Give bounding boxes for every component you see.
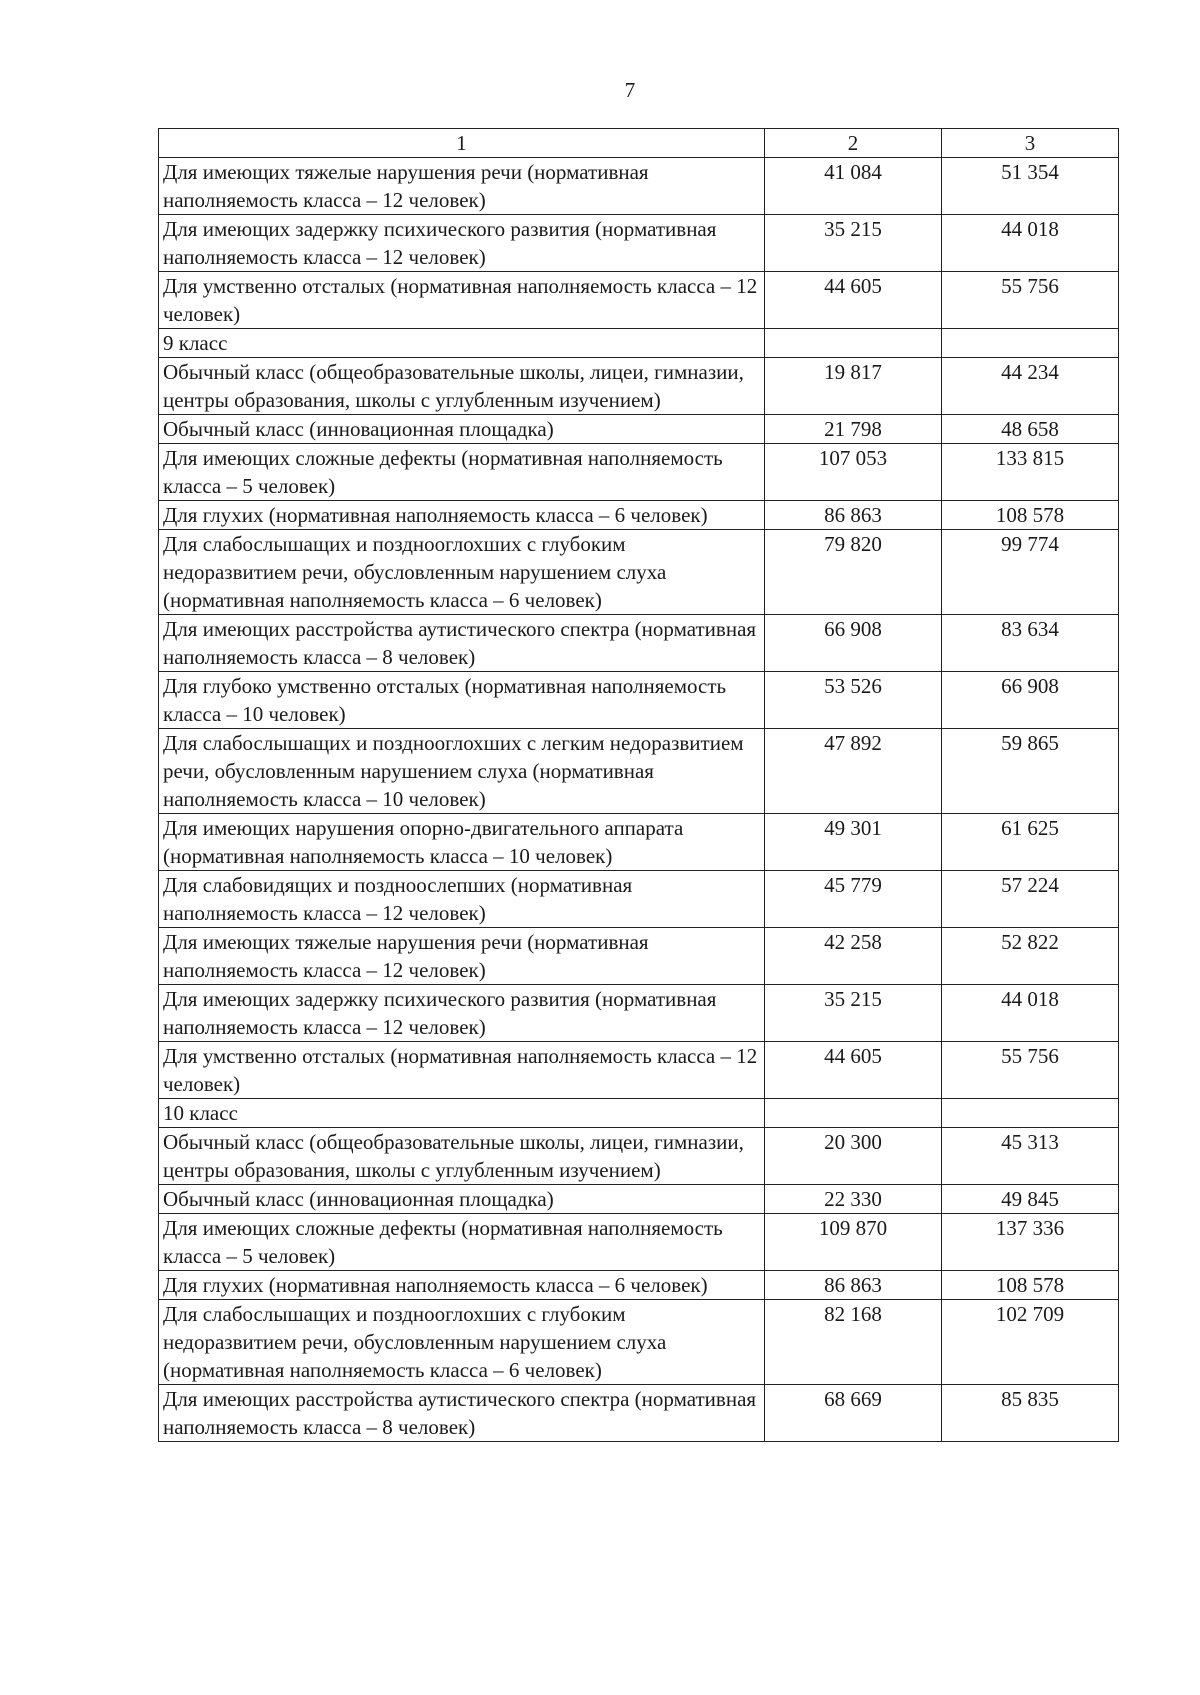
row-value-col2: 107 053: [765, 444, 942, 501]
table-header-row: [159, 129, 1119, 158]
row-value-col3: [942, 329, 1119, 358]
row-value-col3: 44 234: [942, 358, 1119, 415]
row-value-col2: 53 526: [765, 672, 942, 729]
row-description: Для имеющих расстройства аутистического спектра (нормативная наполняемость класса – 8 человек): [159, 1385, 765, 1442]
row-description: Для слабослышащих и позднооглохших с глубоким недоразвитием речи, обусловленным нарушением слуха (нормативная наполняемость класса – 6 человек): [159, 1300, 765, 1385]
table-row: [159, 415, 1119, 444]
cost-table: [158, 128, 1119, 1442]
table-row: [159, 871, 1119, 928]
row-value-col3: 137 336: [942, 1214, 1119, 1271]
row-value-col3: 44 018: [942, 985, 1119, 1042]
row-value-col2: 82 168: [765, 1300, 942, 1385]
row-value-col3: 59 865: [942, 729, 1119, 814]
page-number: 7: [624, 78, 636, 102]
table-row: [159, 1099, 1119, 1128]
row-description: Для умственно отсталых (нормативная наполняемость класса – 12 человек): [159, 272, 765, 329]
row-value-col3: 83 634: [942, 615, 1119, 672]
table-row: [159, 272, 1119, 329]
row-value-col2: [765, 329, 942, 358]
row-value-col3: 49 845: [942, 1185, 1119, 1214]
row-description: Обычный класс (инновационная площадка): [159, 415, 765, 444]
row-value-col2: 49 301: [765, 814, 942, 871]
row-value-col3: 85 835: [942, 1385, 1119, 1442]
row-value-col2: 35 215: [765, 215, 942, 272]
row-value-col2: 19 817: [765, 358, 942, 415]
row-value-col2: 109 870: [765, 1214, 942, 1271]
row-value-col2: 66 908: [765, 615, 942, 672]
row-value-col2: 44 605: [765, 272, 942, 329]
row-value-col2: 44 605: [765, 1042, 942, 1099]
row-value-col2: 42 258: [765, 928, 942, 985]
row-value-col3: 99 774: [942, 530, 1119, 615]
column-header-2: 2: [765, 129, 942, 158]
table-row: [159, 1214, 1119, 1271]
table-row: [159, 729, 1119, 814]
table-row: [159, 1042, 1119, 1099]
table-row: [159, 1300, 1119, 1385]
row-description: Для имеющих задержку психического развития (нормативная наполняемость класса – 12 человек): [159, 985, 765, 1042]
table-row: [159, 615, 1119, 672]
row-value-col2: 21 798: [765, 415, 942, 444]
table-row: [159, 158, 1119, 215]
table-row: [159, 1185, 1119, 1214]
row-value-col3: 108 578: [942, 1271, 1119, 1300]
row-description: Для имеющих сложные дефекты (нормативная наполняемость класса – 5 человек): [159, 1214, 765, 1271]
row-description: Для слабослышащих и позднооглохших с легким недоразвитием речи, обусловленным нарушением слуха (нормативная наполняемость класса – 10 человек): [159, 729, 765, 814]
table-row: [159, 530, 1119, 615]
row-description: Для имеющих сложные дефекты (нормативная наполняемость класса – 5 человек): [159, 444, 765, 501]
row-description: Для имеющих расстройства аутистического спектра (нормативная наполняемость класса – 8 человек): [159, 615, 765, 672]
row-value-col3: 45 313: [942, 1128, 1119, 1185]
row-description: Для глухих (нормативная наполняемость класса – 6 человек): [159, 1271, 765, 1300]
row-value-col3: 66 908: [942, 672, 1119, 729]
table-row: [159, 215, 1119, 272]
row-value-col3: 133 815: [942, 444, 1119, 501]
row-value-col3: 108 578: [942, 501, 1119, 530]
row-value-col3: 57 224: [942, 871, 1119, 928]
row-value-col2: 79 820: [765, 530, 942, 615]
table-row: [159, 444, 1119, 501]
row-value-col2: 41 084: [765, 158, 942, 215]
row-description: Обычный класс (общеобразовательные школы, лицеи, гимназии, центры образования, школы с углубленным изучением): [159, 358, 765, 415]
column-header-3: 3: [942, 129, 1119, 158]
row-value-col3: 52 822: [942, 928, 1119, 985]
table-row: [159, 358, 1119, 415]
table-row: [159, 501, 1119, 530]
row-value-col2: 35 215: [765, 985, 942, 1042]
table-row: [159, 985, 1119, 1042]
row-value-col3: 51 354: [942, 158, 1119, 215]
row-value-col2: 68 669: [765, 1385, 942, 1442]
row-description: Для слабовидящих и поздноослепших (нормативная наполняемость класса – 12 человек): [159, 871, 765, 928]
row-description: Для глубоко умственно отсталых (нормативная наполняемость класса – 10 человек): [159, 672, 765, 729]
row-description: 9 класс: [159, 329, 765, 358]
table-row: [159, 329, 1119, 358]
row-description: Обычный класс (инновационная площадка): [159, 1185, 765, 1214]
row-description: Для слабослышащих и позднооглохших с глубоким недоразвитием речи, обусловленным нарушением слуха (нормативная наполняемость класса – 6 человек): [159, 530, 765, 615]
table-row: [159, 928, 1119, 985]
row-description: 10 класс: [159, 1099, 765, 1128]
row-value-col2: 86 863: [765, 501, 942, 530]
row-description: Обычный класс (общеобразовательные школы, лицеи, гимназии, центры образования, школы с углубленным изучением): [159, 1128, 765, 1185]
row-value-col3: [942, 1099, 1119, 1128]
row-value-col2: 22 330: [765, 1185, 942, 1214]
table-body: [159, 158, 1119, 1442]
row-value-col2: 86 863: [765, 1271, 942, 1300]
column-header-1: 1: [159, 129, 765, 158]
row-value-col3: 44 018: [942, 215, 1119, 272]
row-value-col3: 102 709: [942, 1300, 1119, 1385]
row-description: Для имеющих тяжелые нарушения речи (нормативная наполняемость класса – 12 человек): [159, 158, 765, 215]
row-value-col3: 55 756: [942, 1042, 1119, 1099]
table-row: [159, 1128, 1119, 1185]
table-row: [159, 672, 1119, 729]
row-value-col2: 45 779: [765, 871, 942, 928]
row-value-col3: 48 658: [942, 415, 1119, 444]
row-value-col2: 20 300: [765, 1128, 942, 1185]
row-value-col2: 47 892: [765, 729, 942, 814]
row-description: Для имеющих задержку психического развития (нормативная наполняемость класса – 12 человек): [159, 215, 765, 272]
table-row: [159, 1271, 1119, 1300]
table-row: [159, 1385, 1119, 1442]
row-value-col3: 61 625: [942, 814, 1119, 871]
row-description: Для умственно отсталых (нормативная наполняемость класса – 12 человек): [159, 1042, 765, 1099]
row-value-col2: [765, 1099, 942, 1128]
table-row: [159, 814, 1119, 871]
row-description: Для имеющих тяжелые нарушения речи (нормативная наполняемость класса – 12 человек): [159, 928, 765, 985]
row-value-col3: 55 756: [942, 272, 1119, 329]
row-description: Для глухих (нормативная наполняемость класса – 6 человек): [159, 501, 765, 530]
row-description: Для имеющих нарушения опорно-двигательного аппарата (нормативная наполняемость класса – 10 человек): [159, 814, 765, 871]
